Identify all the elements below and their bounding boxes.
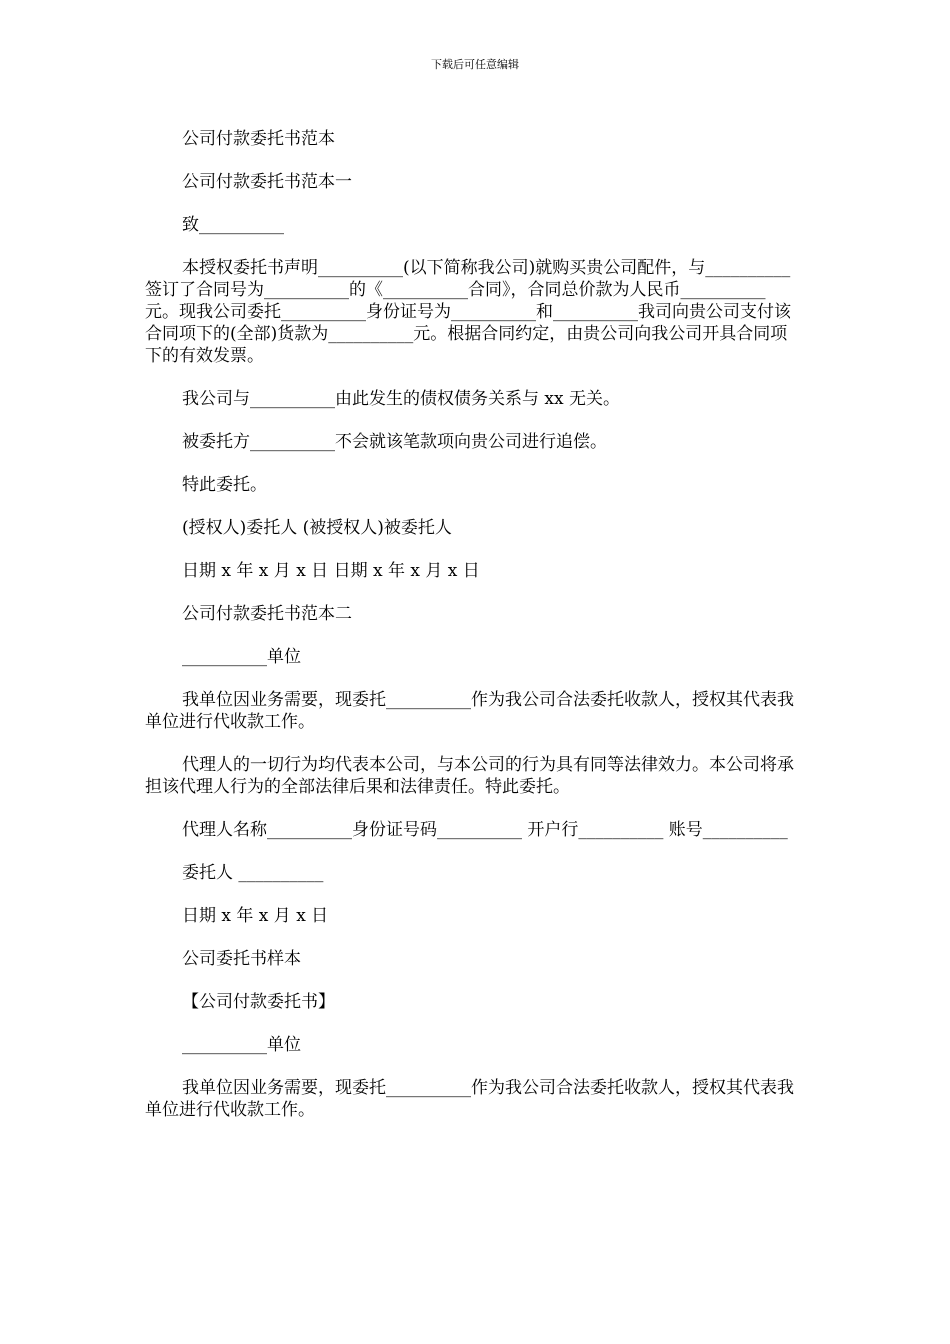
signature-dates: 日期 x 年 x 月 x 日 日期 x 年 x 月 x 日 xyxy=(182,561,480,581)
section-heading-sample-3: 公司委托书样本 xyxy=(182,949,301,969)
page-header: 下载后可任意编辑 xyxy=(431,58,519,71)
paragraph-closing: 特此委托。 xyxy=(182,475,267,495)
paragraph-statement: 本授权委托书声明__________(以下简称我公司)就购买贵公司配件，与__________签订了合同号为__________的《__________合同》，合同总价款为人民币__________元。现我公司委托__________身份证号为__________和__________我司向贵公司支付该合同项下的(全部)货款为__________元。根据合同约定，由贵公司向我公司开具合同项下的有效发票。 xyxy=(145,258,791,366)
document-body xyxy=(145,128,797,1142)
agent-info-line: 代理人名称__________身份证号码__________ 开户行__________ 账号__________ xyxy=(182,820,788,840)
paragraph-agent-effect: 代理人的一切行为均代表本公司，与本公司的行为具有同等法律效力。本公司将承担该代理人行为的全部法律后果和法律责任。特此委托。 xyxy=(145,755,794,797)
unit-line-2: __________单位 xyxy=(182,1035,301,1055)
date-line: 日期 x 年 x 月 x 日 xyxy=(182,906,329,926)
bracket-title: 【公司付款委托书】 xyxy=(182,992,335,1012)
section-heading-sample-1: 公司付款委托书范本一 xyxy=(182,172,352,192)
paragraph-liability: 我公司与__________由此发生的债权债务关系与 xx 无关。 xyxy=(182,389,620,409)
principal-line: 委托人 __________ xyxy=(182,863,324,883)
paragraph-no-recourse: 被委托方__________不会就该笔款项向贵公司进行追偿。 xyxy=(182,432,607,452)
doc-title: 公司付款委托书范本 xyxy=(182,129,335,149)
paragraph-entrust-2: 我单位因业务需要，现委托__________作为我公司合法委托收款人，授权其代表我单位进行代收款工作。 xyxy=(145,1078,794,1120)
section-heading-sample-2: 公司付款委托书范本二 xyxy=(182,604,352,624)
signature-parties: (授权人)委托人 (被授权人)被委托人 xyxy=(182,518,452,538)
unit-line: __________单位 xyxy=(182,647,301,667)
paragraph-entrust: 我单位因业务需要，现委托__________作为我公司合法委托收款人，授权其代表我单位进行代收款工作。 xyxy=(145,690,794,732)
recipient-line: 致__________ xyxy=(182,215,284,235)
